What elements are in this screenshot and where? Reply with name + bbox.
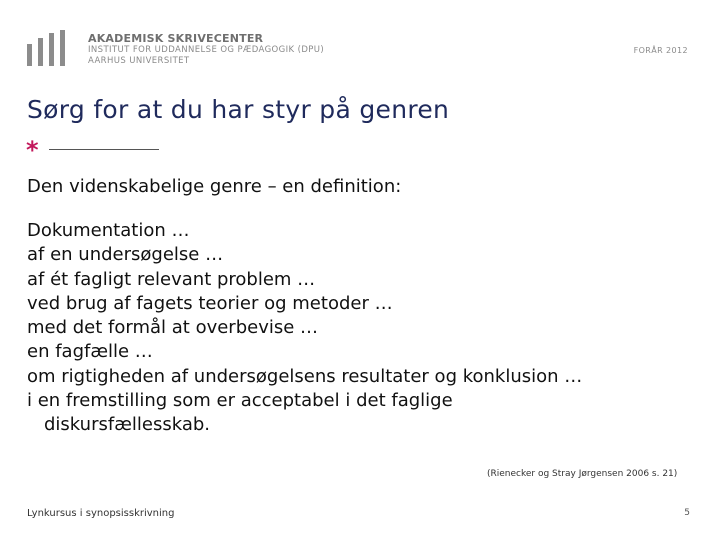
definition-line: diskursfællesskab.: [44, 414, 210, 436]
definition-line: af ét fagligt relevant problem …: [27, 268, 316, 290]
footer-course: Lynkursus i synopsisskrivning: [27, 508, 175, 519]
organization-university: AARHUS UNIVERSITET: [88, 56, 190, 66]
definition-line: Dokumentation …: [27, 220, 190, 241]
citation: (Rienecker og Stray Jørgensen 2006 s. 21): [487, 469, 678, 479]
page-number: 5: [684, 508, 690, 518]
definition-line: om rigtigheden af undersøgelsens resultater og konklusion …: [27, 365, 583, 387]
slide-subtitle: Den videnskabelige genre – en definition:: [27, 176, 402, 197]
title-divider: [49, 149, 159, 150]
asterisk-icon: *: [26, 136, 39, 164]
organization-institute: INSTITUT FOR UDDANNELSE OG PÆDAGOGIK (DPU): [88, 45, 325, 55]
definition-line: en fagfælle …: [27, 341, 153, 363]
university-logo-icon: [27, 30, 67, 66]
definition-list: [27, 219, 582, 438]
definition-line: med det formål at overbevise …: [27, 317, 319, 339]
organization-block: [88, 32, 324, 67]
semester-date: FORÅR 2012: [633, 46, 688, 55]
organization-name: AKADEMISK SKRIVECENTER: [88, 32, 264, 45]
definition-line: ved brug af fagets teorier og metoder …: [27, 292, 393, 314]
definition-line: i en fremstilling som er acceptabel i det faglige: [27, 390, 453, 412]
slide-title: Sørg for at du har styr på genren: [27, 95, 450, 124]
definition-line: af en undersøgelse …: [27, 244, 224, 266]
